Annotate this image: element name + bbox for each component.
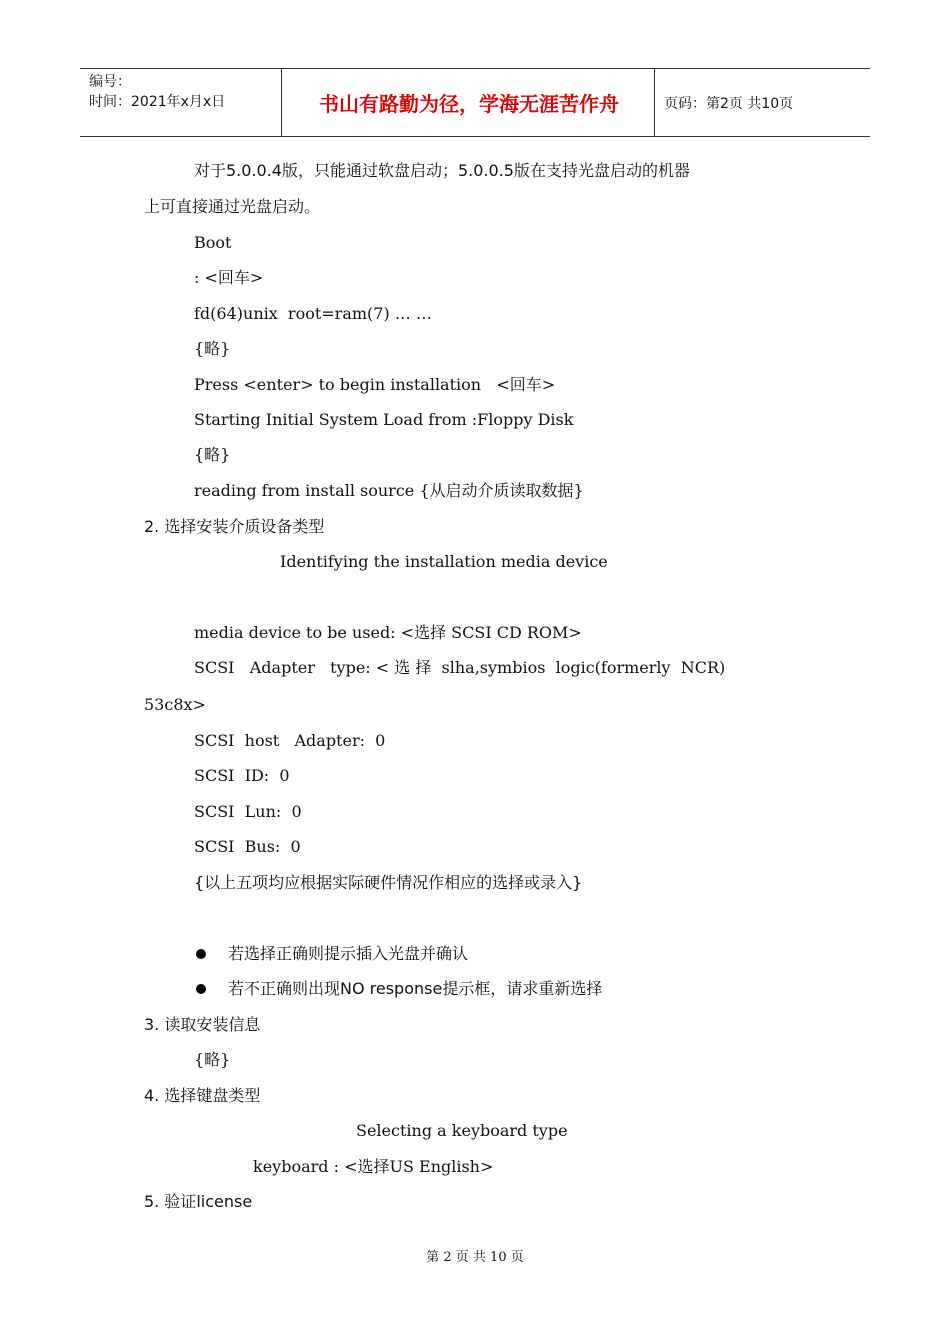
code-line: keyboard : <选择US English>: [253, 1157, 494, 1176]
page-header: [80, 68, 870, 137]
list-item: 若选择正确则提示插入光盘并确认: [228, 944, 469, 963]
bullet-icon: [196, 984, 206, 994]
body-paragraph: 上可直接通过光盘启动。: [144, 197, 321, 216]
code-line: fd(64)unix root=ram(7) … …: [194, 304, 432, 323]
code-line: SCSI Bus: 0: [194, 837, 301, 856]
omitted-note: {略}: [194, 1050, 231, 1069]
header-motto: 书山有路勤为径，学海无涯苦作舟: [319, 92, 619, 116]
page-footer: 第 2 页 共 10 页: [426, 1250, 524, 1265]
header-divider: [654, 69, 655, 136]
omitted-note: {略}: [194, 339, 231, 358]
section-heading: 2. 选择安装介质设备类型: [144, 517, 325, 536]
code-line: Boot: [194, 233, 232, 252]
code-line: SCSI Adapter type: < 选 择 slha,symbios logic(formerly NCR): [194, 658, 726, 677]
list-item: 若不正确则出现NO response提示框，请求重新选择: [228, 979, 603, 998]
code-line: media device to be used: <选择 SCSI CD ROM>: [194, 623, 582, 642]
screen-title: Identifying the installation media device: [280, 552, 608, 571]
note-line: {以上五项均应根据实际硬件情况作相应的选择或录入}: [194, 873, 583, 892]
screen-title: Selecting a keyboard type: [356, 1121, 568, 1140]
code-line: Starting Initial System Load from :Floppy Disk: [194, 410, 574, 429]
time-label: 时间：2021年x月x日: [89, 94, 226, 110]
code-line: reading from install source {从启动介质读取数据}: [194, 481, 584, 500]
code-line: 53c8x>: [144, 695, 206, 714]
code-line: SCSI ID: 0: [194, 766, 290, 785]
code-line: SCSI Lun: 0: [194, 802, 302, 821]
number-label: 编号：: [89, 74, 131, 90]
header-meta: [89, 72, 225, 112]
code-line: : <回车>: [194, 268, 264, 287]
header-page-info: 页码：第2页 共10页: [664, 96, 794, 112]
section-heading: 5. 验证license: [144, 1192, 253, 1211]
code-line: SCSI host Adapter: 0: [194, 731, 386, 750]
omitted-note: {略}: [194, 445, 231, 464]
section-heading: 4. 选择键盘类型: [144, 1086, 261, 1105]
code-line: Press <enter> to begin installation <回车>: [194, 375, 556, 394]
section-heading: 3. 读取安装信息: [144, 1015, 261, 1034]
body-paragraph: 对于5.0.0.4版，只能通过软盘启动；5.0.0.5版在支持光盘启动的机器: [194, 161, 690, 180]
bullet-icon: [196, 949, 206, 959]
